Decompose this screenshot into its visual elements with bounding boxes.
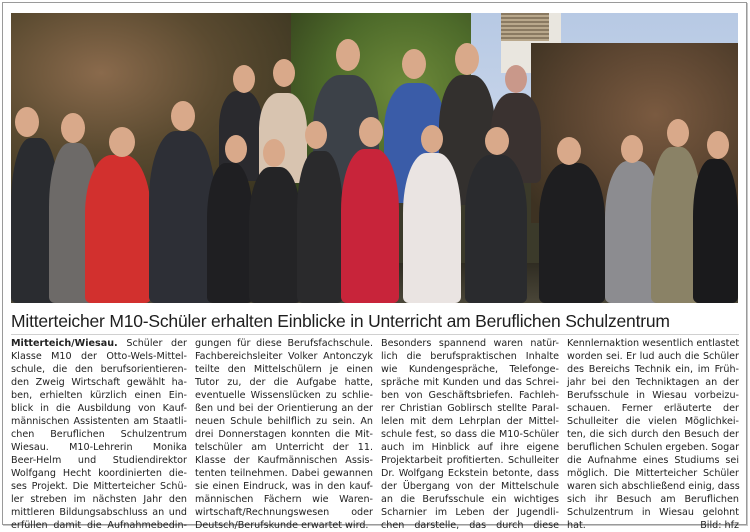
photo-person <box>403 153 461 303</box>
photo-person <box>249 167 301 303</box>
text-line: Schulleiter die vielen Möglichkei- <box>567 416 739 427</box>
photo-person <box>85 155 151 303</box>
text-line: Wiesau. M10-Lehrerin Monika <box>11 442 187 453</box>
text-line: neuen Schule behilflich zu sein. An <box>195 416 373 427</box>
photo-person-head <box>667 119 689 147</box>
text-line: ben von Geschäftsbriefen. Fachleh- <box>381 390 559 401</box>
text-line: schule, die den berufsorientieren- <box>11 364 187 375</box>
text-line: Dr. Wolfgang Eckstein betonte, dass <box>381 468 559 479</box>
photo-person <box>341 149 399 303</box>
text-line: gungen für diese Berufsfachschule. <box>195 338 373 349</box>
text-line: ten, die sich durch den Besuch der <box>567 429 739 440</box>
text-line: ben, erhielten kürzlich einen Ein- <box>11 390 187 401</box>
text-line: ler streben im nächsten Jahr den <box>11 494 187 505</box>
text-line: sich ihr Besuch am Beruflichen <box>567 494 739 505</box>
photo-person-head <box>557 137 581 165</box>
photo-person <box>149 131 215 303</box>
text-line: der Übergang von der Mittelschule <box>381 481 559 492</box>
photo-person <box>465 155 527 303</box>
text-line: eventuelle Wissenslücken zu schlie- <box>195 390 373 401</box>
photo-person-head <box>263 139 285 167</box>
text-line: Projektarbeit profitierten. Schulleiter <box>381 455 559 466</box>
text-line: jahr bei den Techniktagen an der <box>567 377 739 388</box>
text-line: den Zweig Wirtschaft gewählt ha- <box>11 377 187 388</box>
text-line: rer Christian Goblirsch stellte Paral- <box>381 403 559 414</box>
group-photo <box>11 13 738 303</box>
photo-person-head <box>505 65 527 93</box>
article-column-3 <box>381 337 559 532</box>
article-dateline: Mitterteich/Wiesau. <box>11 338 118 349</box>
photo-person-head <box>621 135 643 163</box>
text-line: Wolfgang Hecht koordinierten die- <box>11 468 187 479</box>
text-line: waren sich abschließend einig, dass <box>567 481 740 492</box>
photo-person-head <box>225 135 247 163</box>
text-line: möglich. Die Mitterteicher Schüler <box>567 468 739 479</box>
photo-window-blinds <box>501 13 549 41</box>
photo-person <box>539 163 605 303</box>
text-line: wie Kundengespräche, Telefonge- <box>381 364 559 375</box>
text-line: beruflichen Schulen ergeben. Sogar <box>567 442 740 453</box>
text-line: an die Berufsschule ein wichtiges <box>381 494 559 505</box>
text-line: ses Projekt. Die Mitterteicher Schü- <box>11 481 187 492</box>
text-line: männischen Assistenten am Staatli- <box>11 416 187 427</box>
text-line: Kennlernaktion wesentlich entlastet <box>567 338 740 349</box>
text-line: blick in die Ausbildung von Kauf- <box>11 403 187 414</box>
text-line: auch im Hinblick auf ihre eigene <box>381 442 559 453</box>
text-line: ßen und bei der Orientierung an der <box>195 403 373 414</box>
article-column-1 <box>11 337 187 532</box>
photo-person-head <box>359 117 383 147</box>
text-line: chen darstelle, das durch diese <box>381 520 559 531</box>
text-line: Fachbereichsleiter Volker Antonczyk <box>195 351 373 362</box>
text-line: Tutor zu, der die Aufgabe hatte, <box>195 377 373 388</box>
text-line: Deutsch/Berufskunde erwartet wird. <box>195 520 369 531</box>
photo-person-head <box>485 127 509 155</box>
text-line: Klasse der Kaufmännischen Assis- <box>195 455 373 466</box>
text-line: wirtschaft/Rechnungswesen oder <box>195 507 373 518</box>
article-column-4 <box>567 337 739 532</box>
photo-person-head <box>15 107 39 137</box>
text-line: Mitterteich/Wiesau. Schüler der <box>11 338 187 349</box>
photo-person-head <box>455 43 479 75</box>
photo-person-head <box>305 121 327 149</box>
text-line: Beer-Helm und Studiendirektor <box>11 455 187 466</box>
text-line: sie einen Eindruck, was in den kauf- <box>195 481 373 492</box>
text-line: Klasse M10 der Otto-Wels-Mittel- <box>11 351 187 362</box>
photo-person <box>693 159 738 303</box>
text-line: tenten teilnehmen. Dabei gewannen <box>195 468 373 479</box>
text-line: Scharnier im Leben der Jugendli- <box>381 507 559 518</box>
text-line: die Aufnahme eines Studiums sei <box>567 455 739 466</box>
text-line: schule fest, so dass die M10-Schüler <box>381 429 559 440</box>
text-line: mittleren Bildungsabschluss an und <box>11 507 187 518</box>
photo-credit: Bild: hfz <box>700 520 739 531</box>
text-line: teilte den Mittelschülern je einen <box>195 364 373 375</box>
article-column-2 <box>195 337 373 532</box>
text-line: schauen. Ferner erläuterte der <box>567 403 739 414</box>
text-line: telschüler am Unterricht der 11. <box>195 442 373 453</box>
text-line: Besonders spannend waren natür- <box>381 338 559 349</box>
photo-person-head <box>402 49 426 79</box>
text-line: hat. Bild: hfz <box>567 520 739 531</box>
text-line: männischen Fächern wie Waren- <box>195 494 373 505</box>
article-headline: Mitterteicher M10-Schüler erhalten Einblicke in Unterricht am Beruflichen Schulzentrum <box>11 311 670 331</box>
photo-person-head <box>233 65 255 93</box>
text-line: lelen mit dem Lehrplan der Mittel- <box>381 416 559 427</box>
photo-person-head <box>109 127 135 157</box>
photo-person-head <box>171 101 195 131</box>
text-line: Schulzentrum in Wiesau gelohnt <box>567 507 739 518</box>
photo-person-head <box>707 131 729 159</box>
photo-person-head <box>336 39 360 71</box>
text-line: chen Beruflichen Schulzentrum <box>11 429 187 440</box>
photo-person-head <box>61 113 85 143</box>
text-line: drei Donnerstagen konnten die Mit- <box>195 429 373 440</box>
text-line: erfüllen damit die Aufnahmebedin- <box>11 520 187 531</box>
photo-person <box>207 163 253 303</box>
photo-person-head <box>421 125 443 153</box>
text-line: des Bereichs Technik ein, im Früh- <box>567 364 739 375</box>
photo-person-head <box>273 59 295 87</box>
text-line: Berufsschule in Wiesau vorbeizu- <box>567 390 739 401</box>
text-line: lich die berufspraktischen Inhalte <box>381 351 559 362</box>
headline-divider <box>11 334 739 335</box>
text-line: spräche mit Kunden und das Schrei- <box>381 377 559 388</box>
text-line: worden sei. Er lud auch die Schüler <box>567 351 739 362</box>
photo-person <box>297 151 343 303</box>
